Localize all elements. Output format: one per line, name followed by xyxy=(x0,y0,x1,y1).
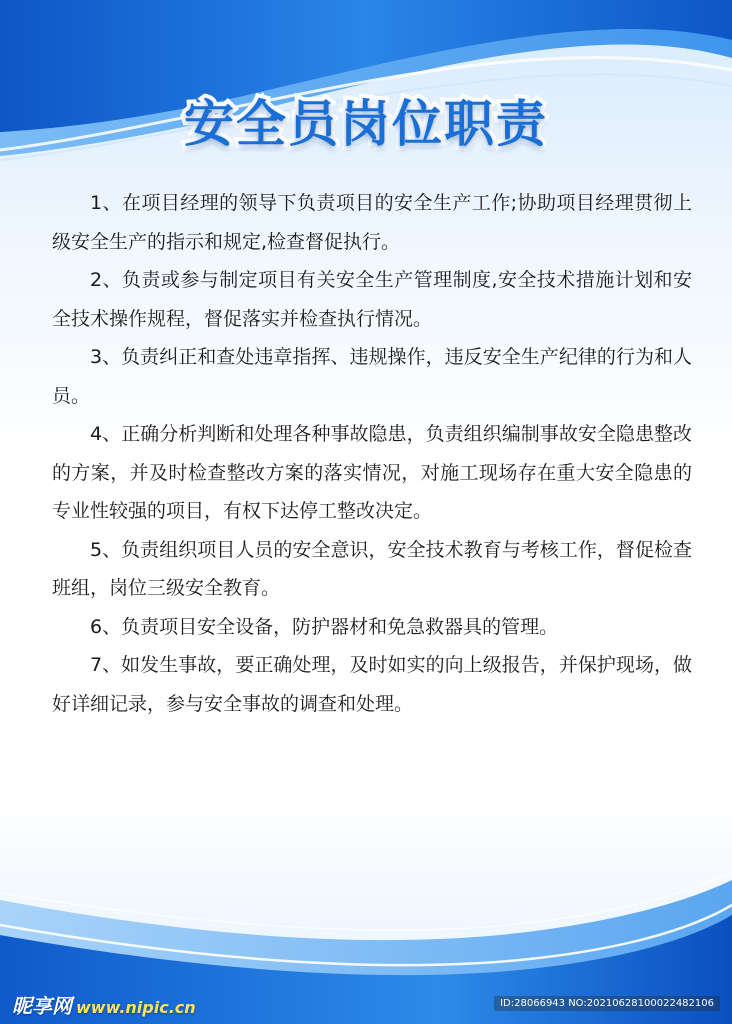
duty-item-1: 1、在项目经理的领导下负责项目的安全生产工作;协助项目经理贯彻上级安全生产的指示和规定,检查督促执行。 xyxy=(52,192,692,253)
duty-item-5: 5、负责组织项目人员的安全意识，安全技术教育与考核工作，督促检查班组，岗位三级安全教育。 xyxy=(52,538,692,599)
duties-list xyxy=(52,184,692,723)
duty-item-7: 7、如发生事故，要正确处理，及时如实的向上级报告，并保护现场，做好详细记录，参与安全事故的调查和处理。 xyxy=(52,654,692,715)
poster-title: 安全员岗位职责 xyxy=(184,95,548,153)
watermark-logo-text: 昵享网 xyxy=(12,994,72,1018)
duty-item-2: 2、负责或参与制定项目有关安全生产管理制度,安全技术措施计划和安全技术操作规程，督促落实并检查执行情况。 xyxy=(52,269,692,330)
watermark-id: ID:28066943 NO:20210628100022482106 xyxy=(494,996,720,1011)
watermark-site: www.nipic.cn xyxy=(76,998,196,1017)
duty-item-6: 6、负责项目安全设备，防护器材和免急救器具的管理。 xyxy=(90,615,559,638)
duty-item-4: 4、正确分析判断和处理各种事故隐患，负责组织编制事故安全隐患整改的方案，并及时检查整改方案的落实情况，对施工现场存在重大安全隐患的专业性较强的项目，有权下达停工整改决定。 xyxy=(52,423,692,522)
watermark-logo xyxy=(12,990,196,1019)
duty-item-3: 3、负责纠正和查处违章指挥、违规操作，违反安全生产纪律的行为和人员。 xyxy=(52,346,692,407)
